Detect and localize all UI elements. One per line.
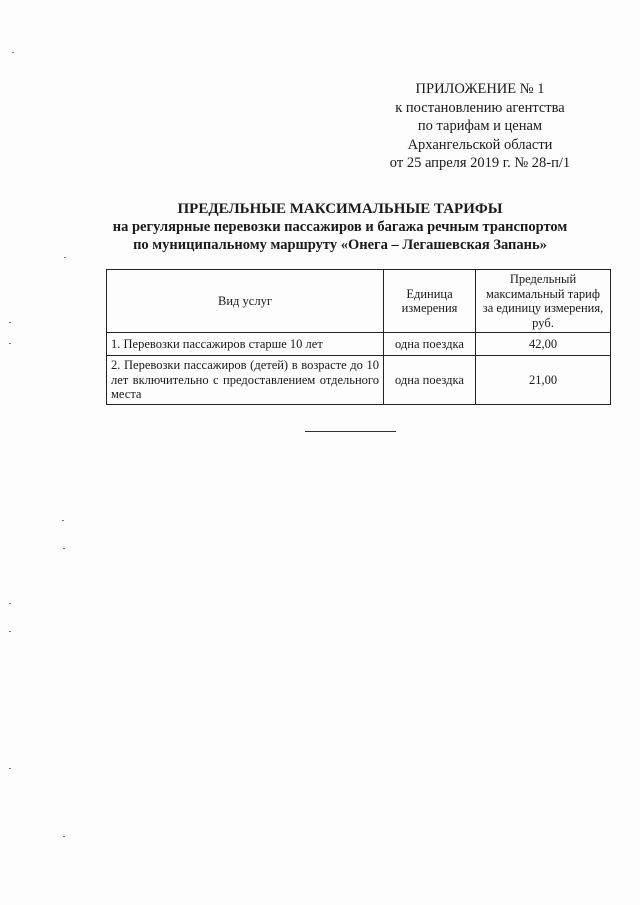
scan-speck (9, 768, 11, 769)
cell-unit: одна поездка (384, 333, 476, 356)
cell-unit: одна поездка (384, 356, 476, 405)
cell-service: 2. Перевозки пассажиров (детей) в возрасте до 10 лет включительно с предоставлением отдельного места (107, 356, 384, 405)
table-row (107, 333, 611, 356)
appendix-header (350, 80, 610, 173)
appendix-ref-line: Архангельской области (407, 136, 553, 153)
scan-speck (63, 548, 65, 549)
scan-speck (9, 631, 11, 632)
header-service: Вид услуг (107, 270, 384, 333)
header-tariff: Предельный максимальный тариф за единицу измерения, руб. (476, 270, 611, 333)
appendix-date: от 25 апреля 2019 г. № 28-п/1 (389, 155, 571, 171)
title-main: ПРЕДЕЛЬНЫЕ МАКСИМАЛЬНЫЕ ТАРИФЫ (177, 201, 503, 217)
cell-tariff: 42,00 (476, 333, 611, 356)
title-route: по муниципальному маршруту «Онега – Легашевская Запань» (133, 237, 547, 253)
table-row (107, 356, 611, 405)
scan-speck (9, 343, 11, 344)
cell-service: 1. Перевозки пассажиров старше 10 лет (107, 333, 384, 356)
scan-speck (64, 257, 66, 258)
appendix-number: ПРИЛОЖЕНИЕ № 1 (415, 81, 545, 97)
table-header-row (107, 270, 611, 333)
scan-speck (63, 836, 65, 837)
title-subtitle: на регулярные перевозки пассажиров и багажа речным транспортом (112, 219, 568, 235)
appendix-ref-line: к постановлению агентства (395, 99, 565, 116)
document-title (60, 200, 620, 254)
appendix-ref-line: по тарифам и ценам (417, 118, 543, 134)
closing-rule (305, 431, 396, 432)
scan-speck (9, 322, 11, 323)
scan-speck (12, 52, 14, 53)
tariff-table (106, 269, 611, 405)
scan-speck (9, 603, 11, 604)
scan-speck (62, 520, 64, 521)
cell-tariff: 21,00 (476, 356, 611, 405)
header-unit: Единица измерения (384, 270, 476, 333)
